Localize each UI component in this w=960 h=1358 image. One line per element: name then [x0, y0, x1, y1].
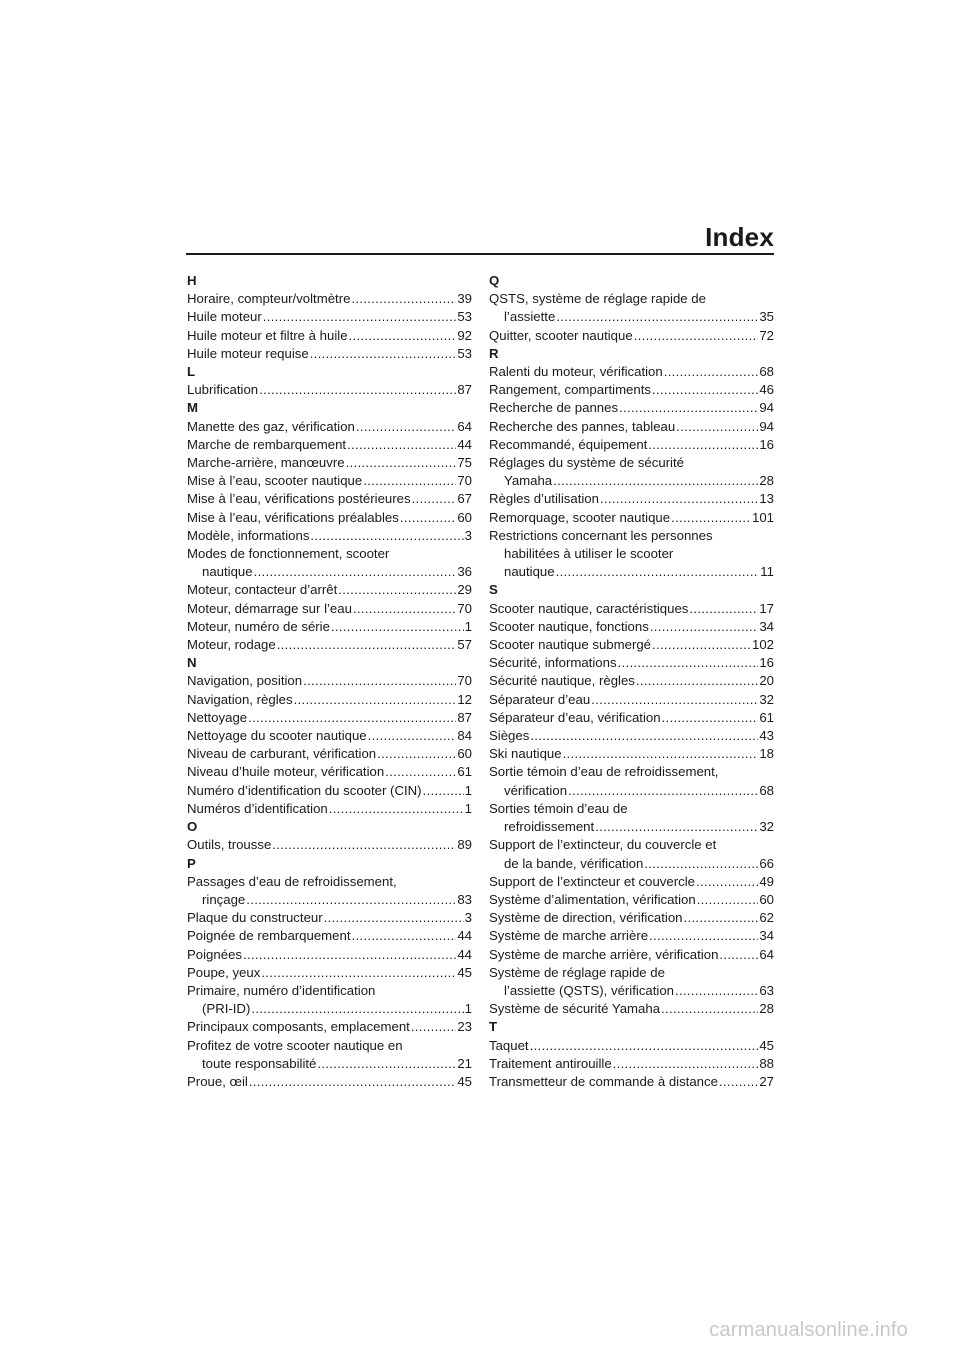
- dot-leader: [310, 345, 457, 363]
- dot-leader: [263, 308, 457, 326]
- index-entry-label: Huile moteur: [187, 309, 262, 325]
- index-entry: [489, 745, 774, 763]
- index-entry-page: 44: [457, 928, 472, 944]
- index-entry-line: Profitez de votre scooter nautique en: [187, 1037, 403, 1053]
- index-entry-page: 87: [457, 382, 472, 398]
- dot-leader: [697, 891, 759, 909]
- index-letter-heading: T: [489, 1019, 498, 1035]
- dot-leader: [259, 381, 456, 399]
- dot-leader: [644, 855, 758, 873]
- index-entry-line: Passages d’eau de refroidissement,: [187, 873, 397, 889]
- index-entry-page: 44: [457, 436, 472, 452]
- index-entry: [187, 436, 472, 454]
- index-entry-label: Règles d’utilisation: [489, 491, 599, 507]
- dot-leader: [719, 1073, 758, 1091]
- dot-leader: [412, 490, 457, 508]
- index-entry: [187, 1073, 472, 1091]
- index-entry-label: Ralenti du moteur, vérification: [489, 364, 663, 380]
- dot-leader: [553, 472, 758, 490]
- index-entry: [489, 1073, 774, 1091]
- dot-leader: [377, 745, 456, 763]
- index-entry-page: 60: [759, 891, 774, 907]
- dot-leader: [310, 527, 463, 545]
- index-entry-page: 43: [759, 728, 774, 744]
- index-entry-page: 70: [457, 673, 472, 689]
- index-entry-label: Remorquage, scooter nautique: [489, 509, 671, 525]
- index-entry-label: Scooter nautique submergé: [489, 637, 652, 653]
- index-entry: [187, 563, 472, 581]
- dot-leader: [251, 1000, 463, 1018]
- index-letter-heading: M: [187, 400, 198, 416]
- index-letter-heading: O: [187, 819, 198, 835]
- dot-leader: [353, 600, 456, 618]
- dot-leader: [356, 418, 456, 436]
- index-entry-label: l’assiette: [504, 309, 556, 325]
- index-entry: [187, 490, 472, 508]
- index-entry: [489, 472, 774, 490]
- index-entry: [489, 1055, 774, 1073]
- index-entry-line: Support de l’extincteur, du couvercle et: [489, 837, 717, 853]
- index-entry: [489, 855, 774, 873]
- dot-leader: [636, 672, 758, 690]
- index-entry: [187, 927, 472, 945]
- dot-leader: [664, 363, 759, 381]
- dot-leader: [613, 1055, 759, 1073]
- index-entry: [187, 782, 472, 800]
- dot-leader: [324, 909, 464, 927]
- index-entry-line: Réglages du système de sécurité: [489, 455, 684, 471]
- index-entry-label: vérification: [504, 782, 568, 798]
- index-entry: [187, 327, 472, 345]
- index-entry: [489, 672, 774, 690]
- index-entry: [187, 418, 472, 436]
- index-entry-label: Modèle, informations: [187, 527, 310, 543]
- dot-leader: [652, 381, 758, 399]
- index-entry: [489, 946, 774, 964]
- index-entry: [187, 472, 472, 490]
- index-entry-page: 102: [751, 637, 774, 653]
- index-entry: [489, 636, 774, 654]
- dot-leader: [676, 418, 758, 436]
- index-entry-line: Système de réglage rapide de: [489, 964, 665, 980]
- index-entry: [489, 818, 774, 836]
- index-entry-page: 61: [759, 709, 774, 725]
- index-entry-page: 68: [759, 782, 774, 798]
- index-entry: [489, 563, 774, 581]
- index-entry: [187, 800, 472, 818]
- dot-leader: [346, 454, 457, 472]
- dot-leader: [684, 909, 759, 927]
- index-entry: [489, 363, 774, 381]
- index-letter-heading: L: [187, 364, 196, 380]
- dot-leader: [530, 727, 758, 745]
- index-entry: [489, 691, 774, 709]
- index-entry: [187, 763, 472, 781]
- index-entry-page: 18: [759, 746, 774, 762]
- index-entry-page: 3: [464, 527, 472, 543]
- index-letter-heading: R: [489, 345, 499, 361]
- index-entry-page: 60: [457, 746, 472, 762]
- index-entry-page: 83: [457, 891, 472, 907]
- index-entry-label: Principaux composants, emplacement: [187, 1019, 410, 1035]
- index-entry-page: 32: [759, 819, 774, 835]
- dot-leader: [595, 818, 758, 836]
- dot-leader: [349, 327, 457, 345]
- index-entry-label: Système de sécurité Yamaha: [489, 1001, 661, 1017]
- index-entry-page: 63: [759, 982, 774, 998]
- index-entry: [489, 509, 774, 527]
- index-entry-page: 94: [759, 400, 774, 416]
- index-letter-heading: N: [187, 655, 197, 671]
- index-entry-label: Mise à l’eau, vérifications postérieures: [187, 491, 411, 507]
- index-entry-label: Numéro d’identification du scooter (CIN): [187, 782, 422, 798]
- index-entry-page: 17: [759, 600, 774, 616]
- index-entry-label: Sécurité, informations: [489, 655, 617, 671]
- index-entry-label: Recommandé, équipement: [489, 436, 648, 452]
- index-column-left: [187, 272, 472, 1091]
- index-entry: [187, 891, 472, 909]
- index-entry-label: Proue, œil: [187, 1073, 248, 1089]
- index-entry: [187, 636, 472, 654]
- index-entry: [489, 909, 774, 927]
- dot-leader: [563, 745, 759, 763]
- index-entry-page: 3: [464, 910, 472, 926]
- dot-leader: [556, 308, 758, 326]
- index-entry-page: 29: [457, 582, 472, 598]
- index-entry: [489, 490, 774, 508]
- index-entry: [489, 418, 774, 436]
- index-entry: [187, 836, 472, 854]
- index-entry-label: Séparateur d’eau: [489, 691, 591, 707]
- index-entry-page: 75: [457, 455, 472, 471]
- index-entry: [489, 327, 774, 345]
- index-entry: [187, 600, 472, 618]
- index-entry-page: 34: [759, 618, 774, 634]
- index-entry: [187, 509, 472, 527]
- index-entry-label: refroidissement: [504, 819, 595, 835]
- index-entry-page: 94: [759, 418, 774, 434]
- index-entry: [489, 873, 774, 891]
- index-entry-label: Moteur, numéro de série: [187, 618, 330, 634]
- index-entry: [187, 581, 472, 599]
- index-entry: [489, 982, 774, 1000]
- index-entry-label: Plaque du constructeur: [187, 910, 323, 926]
- index-entry: [187, 454, 472, 472]
- index-entry-page: 62: [759, 910, 774, 926]
- index-entry-label: Système d’alimentation, vérification: [489, 891, 696, 907]
- index-entry-page: 1: [464, 618, 472, 634]
- index-entry-page: 72: [759, 327, 774, 343]
- index-entry-page: 34: [759, 928, 774, 944]
- index-entry-label: Quitter, scooter nautique: [489, 327, 633, 343]
- dot-leader: [329, 800, 464, 818]
- index-entry: [489, 654, 774, 672]
- index-entry: [489, 727, 774, 745]
- index-entry-label: Ski nautique: [489, 746, 562, 762]
- index-entry-label: Mise à l’eau, scooter nautique: [187, 473, 363, 489]
- index-entry: [489, 927, 774, 945]
- dot-leader: [634, 327, 759, 345]
- index-entry-label: Système de direction, vérification: [489, 910, 683, 926]
- index-entry-line: Modes de fonctionnement, scooter: [187, 546, 390, 562]
- dot-leader: [261, 964, 456, 982]
- dot-leader: [648, 436, 758, 454]
- dot-leader: [331, 618, 464, 636]
- index-entry-line: Primaire, numéro d’identification: [187, 982, 376, 998]
- index-entry-label: Séparateur d’eau, vérification: [489, 709, 661, 725]
- index-entry-label: Sièges: [489, 728, 530, 744]
- index-entry-label: Outils, trousse: [187, 837, 272, 853]
- index-entry-page: 13: [759, 491, 774, 507]
- index-entry-label: Poignées: [187, 946, 242, 962]
- index-entry-label: Navigation, règles: [187, 691, 293, 707]
- index-entry-label: Moteur, rodage: [187, 637, 276, 653]
- index-entry-label: Lubrification: [187, 382, 259, 398]
- index-entry: [187, 1000, 472, 1018]
- dot-leader: [352, 927, 457, 945]
- index-entry: [489, 709, 774, 727]
- index-entry-label: Mise à l’eau, vérifications préalables: [187, 509, 399, 525]
- dot-leader: [317, 1055, 456, 1073]
- index-entry-label: Poupe, yeux: [187, 964, 261, 980]
- index-entry-label: Poignée de rembarquement: [187, 928, 351, 944]
- index-entry-label: Système de marche arrière, vérification: [489, 946, 719, 962]
- dot-leader: [619, 399, 758, 417]
- index-entry-label: Moteur, contacteur d’arrêt: [187, 582, 338, 598]
- index-entry: [187, 964, 472, 982]
- index-entry-label: (PRI-ID): [202, 1001, 251, 1017]
- index-entry-label: Horaire, compteur/voltmètre: [187, 291, 351, 307]
- index-entry-page: 23: [457, 1019, 472, 1035]
- index-entry: [187, 727, 472, 745]
- dot-leader: [600, 490, 758, 508]
- dot-leader: [249, 1073, 457, 1091]
- index-entry-line: Restrictions concernant les personnes: [489, 527, 713, 543]
- index-entry-page: 88: [759, 1055, 774, 1071]
- index-entry-line: Sortie témoin d’eau de refroidissement,: [489, 764, 719, 780]
- index-letter-heading: S: [489, 582, 498, 598]
- dot-leader: [243, 946, 456, 964]
- index-entry-page: 53: [457, 309, 472, 325]
- index-entry-label: Sécurité nautique, règles: [489, 673, 635, 689]
- index-entry-page: 61: [457, 764, 472, 780]
- dot-leader: [303, 672, 456, 690]
- index-entry-line: QSTS, système de réglage rapide de: [489, 291, 706, 307]
- dot-leader: [662, 709, 759, 727]
- dot-leader: [351, 290, 456, 308]
- index-entry-page: 101: [751, 509, 774, 525]
- index-entry-label: Yamaha: [504, 473, 553, 489]
- index-entry-page: 45: [457, 964, 472, 980]
- dot-leader: [277, 636, 457, 654]
- index-entry-page: 64: [759, 946, 774, 962]
- watermark: carmanualsonline.info: [709, 1319, 908, 1341]
- index-entry-page: 11: [760, 564, 774, 580]
- index-entry-label: Transmetteur de commande à distance: [489, 1073, 718, 1089]
- index-entry: [489, 618, 774, 636]
- index-entry: [187, 672, 472, 690]
- index-entry-page: 1: [464, 800, 472, 816]
- index-entry: [489, 399, 774, 417]
- dot-leader: [650, 618, 759, 636]
- index-entry: [187, 709, 472, 727]
- index-entry: [489, 891, 774, 909]
- index-entry-page: 20: [759, 673, 774, 689]
- index-entry-page: 84: [457, 728, 472, 744]
- dot-leader: [248, 709, 456, 727]
- dot-leader: [649, 927, 758, 945]
- index-letter-heading: H: [187, 273, 197, 288]
- index-entry-label: de la bande, vérification: [504, 855, 644, 871]
- dot-leader: [400, 509, 456, 527]
- dot-leader: [556, 563, 760, 581]
- index-entry-page: 27: [759, 1073, 774, 1089]
- index-letter-heading: Q: [489, 273, 500, 288]
- index-entry-label: Huile moteur et filtre à huile: [187, 327, 348, 343]
- index-entry-label: l’assiette (QSTS), vérification: [504, 982, 675, 998]
- index-entry-page: 32: [759, 691, 774, 707]
- dot-leader: [294, 691, 457, 709]
- index-entry-label: Nettoyage: [187, 709, 248, 725]
- dot-leader: [254, 563, 457, 581]
- index-entry-page: 53: [457, 345, 472, 361]
- index-entry-page: 87: [457, 709, 472, 725]
- index-entry: [489, 782, 774, 800]
- index-entry-page: 28: [759, 1001, 774, 1017]
- index-entry-label: Niveau de carburant, vérification: [187, 746, 377, 762]
- dot-leader: [618, 654, 759, 672]
- index-entry-page: 21: [457, 1055, 472, 1071]
- dot-leader: [423, 782, 464, 800]
- index-entry-page: 1: [464, 1001, 472, 1017]
- index-entry: [489, 381, 774, 399]
- index-entry-page: 1: [464, 782, 472, 798]
- index-entry-page: 44: [457, 946, 472, 962]
- index-letter-heading: P: [187, 855, 196, 871]
- index-entry-label: Système de marche arrière: [489, 928, 649, 944]
- index-entry: [187, 745, 472, 763]
- index-entry-page: 66: [759, 855, 774, 871]
- index-entry-page: 70: [457, 473, 472, 489]
- index-entry-page: 89: [457, 837, 472, 853]
- dot-leader: [347, 436, 456, 454]
- index-entry-label: Taquet: [489, 1037, 529, 1053]
- index-entry: [489, 1037, 774, 1055]
- dot-leader: [363, 472, 456, 490]
- dot-leader: [689, 600, 758, 618]
- index-entry-line: habilitées à utiliser le scooter: [504, 546, 674, 562]
- dot-leader: [411, 1018, 456, 1036]
- index-entry-label: toute responsabilité: [202, 1055, 317, 1071]
- index-entry: [187, 308, 472, 326]
- index-entry: [187, 345, 472, 363]
- index-entry-label: Scooter nautique, caractéristiques: [489, 600, 689, 616]
- dot-leader: [675, 982, 758, 1000]
- index-entry-page: 64: [457, 418, 472, 434]
- index-entry-label: Rangement, compartiments: [489, 382, 651, 398]
- index-entry-page: 92: [457, 327, 472, 343]
- index-entry-page: 60: [457, 509, 472, 525]
- index-entry-label: Traitement antirouille: [489, 1055, 612, 1071]
- dot-leader: [696, 873, 758, 891]
- index-entry: [187, 381, 472, 399]
- dot-leader: [671, 509, 751, 527]
- index-entry-label: Support de l’extincteur et couvercle: [489, 873, 695, 889]
- dot-leader: [652, 636, 751, 654]
- dot-leader: [272, 836, 456, 854]
- index-entry-page: 49: [759, 873, 774, 889]
- index-entry: [187, 290, 472, 308]
- index-entry-page: 46: [759, 382, 774, 398]
- dot-leader: [568, 782, 758, 800]
- index-entry: [187, 618, 472, 636]
- index-entry-line: Sorties témoin d’eau de: [489, 800, 628, 816]
- index-entry: [489, 436, 774, 454]
- index-entry-page: 67: [457, 491, 472, 507]
- dot-leader: [591, 691, 758, 709]
- index-entry: [187, 909, 472, 927]
- index-entry-label: Numéros d’identification: [187, 800, 328, 816]
- dot-leader: [385, 763, 456, 781]
- index-entry-label: Navigation, position: [187, 673, 303, 689]
- index-entry-label: Manette des gaz, vérification: [187, 418, 355, 434]
- index-entry-page: 45: [457, 1073, 472, 1089]
- dot-leader: [338, 581, 456, 599]
- index-entry-label: Recherche des pannes, tableau: [489, 418, 676, 434]
- index-entry-page: 70: [457, 600, 472, 616]
- index-entry-page: 12: [457, 691, 472, 707]
- index-entry-label: Recherche de pannes: [489, 400, 619, 416]
- index-entry-label: nautique: [504, 564, 555, 580]
- index-entry: [489, 308, 774, 326]
- index-entry-label: Niveau d’huile moteur, vérification: [187, 764, 385, 780]
- index-entry-label: Scooter nautique, fonctions: [489, 618, 649, 634]
- index-entry: [187, 1055, 472, 1073]
- index-entry-label: Huile moteur requise: [187, 345, 309, 361]
- index-entry-page: 16: [759, 436, 774, 452]
- dot-leader: [246, 891, 456, 909]
- index-entry-page: 16: [759, 655, 774, 671]
- index-entry-page: 35: [759, 309, 774, 325]
- dot-leader: [661, 1000, 758, 1018]
- index-entry-page: 39: [457, 291, 472, 307]
- dot-leader: [368, 727, 457, 745]
- page-title: Index: [705, 222, 774, 252]
- index-entry: [187, 946, 472, 964]
- index-column-right: [489, 272, 774, 1091]
- index-entry-label: Moteur, démarrage sur l’eau: [187, 600, 352, 616]
- index-entry: [187, 1018, 472, 1036]
- index-entry-label: Marche-arrière, manœuvre: [187, 455, 345, 471]
- index-entry-page: 57: [457, 637, 472, 653]
- index-entry-label: rinçage: [202, 891, 246, 907]
- index-entry-label: Marche de rembarquement: [187, 436, 347, 452]
- index-entry-page: 36: [457, 564, 472, 580]
- index-entry: [187, 691, 472, 709]
- index-entry: [489, 600, 774, 618]
- dot-leader: [530, 1037, 759, 1055]
- index-entry-label: nautique: [202, 564, 253, 580]
- index-entry-page: 45: [759, 1037, 774, 1053]
- dot-leader: [719, 946, 758, 964]
- index-entry: [489, 1000, 774, 1018]
- title-rule: [186, 253, 774, 255]
- index-entry-label: Nettoyage du scooter nautique: [187, 728, 367, 744]
- index-entry: [187, 527, 472, 545]
- index-entry-page: 68: [759, 364, 774, 380]
- index-entry-page: 28: [759, 473, 774, 489]
